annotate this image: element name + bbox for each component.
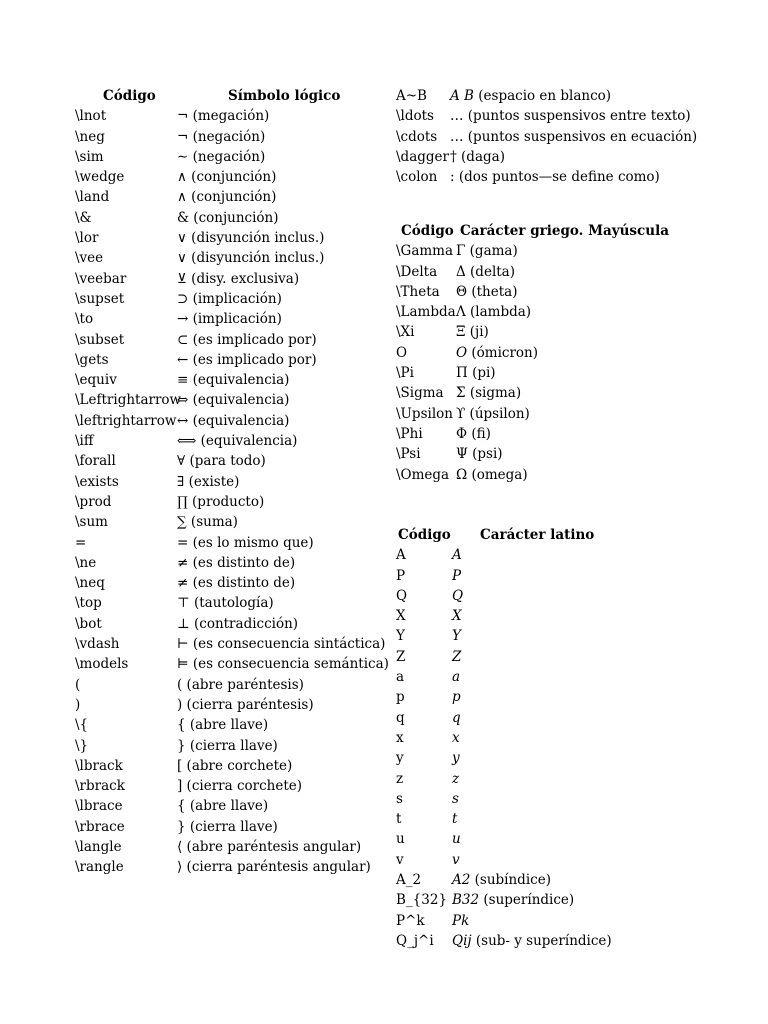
code-cell: \veebar: [75, 270, 127, 287]
greek-capitals-table: [396, 221, 696, 485]
symbol-cell: ≠ (es distinto de): [177, 575, 296, 592]
symbol-cell: [452, 545, 462, 565]
code-cell: \vdash: [75, 636, 120, 653]
symbol-cell: ⇔ (equivalencia): [177, 392, 290, 409]
table-row: [396, 302, 696, 322]
code-cell: \lbrace: [75, 798, 123, 815]
math-symbol: B32: [452, 892, 480, 909]
table-row: [75, 451, 375, 471]
code-cell: \lbrack: [75, 757, 123, 774]
math-symbol: Y: [452, 628, 461, 645]
code-cell: y: [396, 750, 404, 767]
table-body: [396, 241, 696, 485]
code-cell: \iff: [75, 433, 94, 450]
table-row: [75, 147, 375, 167]
symbol-cell: [456, 343, 538, 363]
symbol-cell: } (cierra llave): [177, 818, 278, 835]
symbol-cell: ∨ (disyunción inclus.): [177, 230, 325, 247]
symbol-cell: ) (cierra paréntesis): [177, 696, 314, 713]
code-cell: \ldots: [396, 108, 434, 125]
table-row: [396, 404, 696, 424]
symbol-cell: [452, 809, 457, 829]
symbol-cell: [452, 566, 461, 586]
code-cell: \}: [75, 737, 89, 754]
symbol-cell: ≠ (es distinto de): [177, 554, 296, 571]
table-row: [396, 424, 696, 444]
symbol-cell: Ξ (ji): [456, 324, 489, 341]
code-cell: \vee: [75, 250, 104, 267]
symbol-cell: ϒ (úpsilon): [456, 405, 530, 422]
code-cell: \top: [75, 595, 102, 612]
table-row: [396, 363, 696, 383]
symbol-cell: [452, 687, 461, 707]
math-symbol: :: [450, 169, 455, 186]
code-cell: \Theta: [396, 283, 440, 300]
code-column-header: Código: [398, 527, 451, 543]
symbol-cell: [452, 728, 460, 748]
symbol-cell: [452, 586, 463, 606]
code-cell: q: [396, 709, 405, 726]
code-cell: \prod: [75, 493, 112, 510]
symbol-cell: [452, 708, 461, 728]
code-column-header: Código: [103, 88, 156, 104]
table-row: [75, 370, 375, 390]
symbol-description: (dos puntos—se define como): [454, 169, 660, 186]
code-cell: t: [396, 811, 402, 828]
code-column-header: Código: [401, 223, 454, 239]
code-cell: \supset: [75, 290, 125, 307]
table-row: [396, 911, 696, 931]
table-row: [396, 687, 696, 707]
code-cell: \lor: [75, 230, 99, 247]
table-row: [396, 809, 696, 829]
table-row: [75, 837, 375, 857]
code-cell: \neq: [75, 575, 105, 592]
symbol-cell: ∀ (para todo): [177, 453, 266, 470]
symbol-cell: & (conjunción): [177, 209, 279, 226]
code-cell: \wedge: [75, 169, 125, 186]
symbol-cell: Ω (omega): [456, 466, 528, 483]
table-body: [75, 106, 389, 877]
greek-column-header: Carácter griego. Mayúscula: [460, 223, 669, 239]
symbol-cell: ∏ (producto): [177, 493, 265, 510]
table-row: [75, 695, 375, 715]
code-cell: \Psi: [396, 446, 421, 463]
code-cell: P^k: [396, 912, 425, 929]
table-row: [396, 586, 696, 606]
symbol-cell: [452, 647, 461, 667]
symbol-cell: [452, 890, 574, 910]
symbol-cell: ( (abre paréntesis): [177, 676, 304, 693]
code-cell: A_2: [396, 872, 422, 889]
code-cell: O: [396, 344, 408, 361]
symbol-cell: { (abre llave): [177, 717, 269, 734]
table-row: [75, 593, 375, 613]
symbol-description: (puntos suspensivos en ecuación): [463, 128, 698, 145]
table-row: [396, 343, 696, 363]
symbol-cell: [452, 870, 551, 890]
symbol-description: (ómicron): [467, 344, 538, 361]
symbol-cell: [450, 167, 660, 187]
table-row: [75, 817, 375, 837]
code-cell: \langle: [75, 838, 122, 855]
table-row: [396, 870, 696, 890]
code-cell: \Delta: [396, 263, 438, 280]
table-row: [396, 545, 696, 565]
code-cell: \leftrightarrow: [75, 412, 177, 429]
symbol-cell: [450, 127, 697, 147]
table-row: [75, 350, 375, 370]
table-row: [396, 465, 696, 485]
code-cell: A: [396, 547, 406, 564]
symbol-description: (subíndice): [470, 872, 551, 889]
symbol-cell: ≡ (equivalencia): [177, 372, 290, 389]
table-row: [396, 850, 696, 870]
symbol-cell: [450, 86, 611, 106]
symbol-cell: Σ (sigma): [456, 385, 522, 402]
symbol-cell: { (abre llave): [177, 798, 269, 815]
code-cell: \rbrace: [75, 818, 125, 835]
symbol-cell: Θ (theta): [456, 283, 518, 300]
table-row: [396, 322, 696, 342]
symbol-cell: ∑ (suma): [177, 514, 238, 531]
symbol-cell: ⊃ (implicación): [177, 290, 282, 307]
symbol-cell: ⊥ (contradicción): [177, 615, 299, 632]
math-symbol: A2: [452, 872, 471, 889]
code-cell: \Upsilon: [396, 405, 453, 422]
code-cell: \{: [75, 717, 89, 734]
code-cell: \land: [75, 189, 110, 206]
symbol-cell: Λ (lambda): [456, 304, 532, 321]
table-row: [75, 472, 375, 492]
table-row: [396, 890, 696, 910]
code-cell: \dagger: [396, 148, 449, 165]
symbol-cell: [452, 931, 612, 951]
code-cell: \Leftrightarrow: [75, 392, 182, 409]
code-cell: \sim: [75, 148, 104, 165]
table-row: [396, 626, 696, 646]
code-cell: \rbrack: [75, 778, 125, 795]
table-row: [396, 86, 696, 106]
code-cell: Q_j^i: [396, 932, 434, 949]
symbol-cell: ⟩ (cierra paréntesis angular): [177, 859, 371, 876]
table-header: [75, 86, 375, 106]
code-cell: \bot: [75, 615, 102, 632]
code-cell: \rangle: [75, 859, 124, 876]
code-cell: \Phi: [396, 425, 423, 442]
symbol-cell: ¬ (negación): [177, 128, 266, 145]
table-row: [75, 736, 375, 756]
table-row: [75, 127, 375, 147]
symbol-cell: [ (abre corchete): [177, 757, 293, 774]
table-row: [396, 383, 696, 403]
math-symbol: X: [452, 608, 462, 625]
math-symbol: Z: [452, 648, 462, 665]
code-cell: \models: [75, 656, 129, 673]
table-row: [75, 533, 375, 553]
code-cell: (: [75, 676, 81, 693]
math-symbol: s: [452, 790, 459, 807]
table-row: [396, 566, 696, 586]
symbol-cell: ∃ (existe): [177, 473, 240, 490]
symbol-cell: = (es lo mismo que): [177, 534, 314, 551]
math-symbol: O: [456, 344, 468, 361]
symbol-description: (puntos suspensivos entre texto): [463, 108, 691, 125]
symbol-cell: [450, 147, 505, 167]
table-row: [396, 444, 696, 464]
code-cell: \Omega: [396, 466, 450, 483]
table-row: [396, 106, 696, 126]
symbol-cell: ] (cierra corchete): [177, 778, 303, 795]
code-cell: X: [396, 608, 406, 625]
table-row: [75, 431, 375, 451]
code-cell: \cdots: [396, 128, 438, 145]
table-row: [396, 748, 696, 768]
table-row: [75, 269, 375, 289]
math-symbol: t: [452, 811, 458, 828]
symbol-description: (sub- y superíndice): [471, 932, 612, 949]
symbol-cell: [452, 748, 460, 768]
code-cell: Y: [396, 628, 405, 645]
symbol-cell: ⊨ (es consecuencia semántica): [177, 656, 389, 673]
math-symbol: †: [450, 148, 457, 165]
table-row: [75, 857, 375, 877]
table-row: [75, 634, 386, 654]
code-cell: z: [396, 770, 404, 787]
table-row: [75, 208, 375, 228]
table-row: [75, 248, 375, 268]
table-row: [75, 330, 375, 350]
math-symbol: Qij: [452, 932, 472, 949]
math-symbol: q: [452, 709, 461, 726]
symbol-cell: [452, 789, 459, 809]
code-cell: \colon: [396, 169, 438, 186]
table-row: [396, 606, 696, 626]
symbol-cell: [452, 911, 469, 931]
symbol-cell: → (implicación): [177, 311, 282, 328]
table-row: [75, 106, 375, 126]
table-body: [396, 86, 696, 187]
symbol-cell: ↔ (equivalencia): [177, 412, 290, 429]
code-cell: u: [396, 831, 405, 848]
code-cell: \gets: [75, 351, 109, 368]
symbol-cell: ⊢ (es consecuencia sintáctica): [177, 636, 386, 653]
math-symbol: P: [452, 567, 462, 584]
table-row: [396, 282, 696, 302]
table-row: [75, 756, 375, 776]
symbol-description: (superíndice): [479, 892, 575, 909]
symbol-cell: ∼ (negación): [177, 148, 266, 165]
code-cell: a: [396, 669, 405, 686]
table-row: [75, 573, 375, 593]
symbol-cell: Π (pi): [456, 365, 496, 382]
symbol-cell: ⊻ (disy. exclusiva): [177, 270, 300, 287]
code-cell: \equiv: [75, 372, 117, 389]
table-row: [396, 708, 696, 728]
symbol-cell: Φ (fi): [456, 425, 491, 442]
symbol-cell: ∧ (conjunción): [177, 169, 277, 186]
symbol-cell: Δ (delta): [456, 263, 515, 280]
table-row: [75, 715, 375, 735]
table-row: [396, 241, 696, 261]
symbol-cell: [452, 850, 460, 870]
math-symbol: y: [452, 750, 460, 767]
table-header: [396, 525, 696, 545]
misc-symbols-table: [396, 86, 696, 187]
symbol-cell: [452, 829, 461, 849]
symbol-cell: [452, 626, 461, 646]
symbol-cell: Γ (gama): [456, 243, 518, 260]
code-cell: Z: [396, 648, 406, 665]
table-row: [75, 390, 375, 410]
code-cell: \subset: [75, 331, 125, 348]
code-cell: B_{32}: [396, 892, 448, 909]
code-cell: x: [396, 729, 404, 746]
symbol-cell: Ψ (psi): [456, 446, 503, 463]
table-row: [75, 309, 375, 329]
table-row: [396, 931, 696, 951]
code-cell: \ne: [75, 554, 97, 571]
code-cell: \Pi: [396, 365, 414, 382]
symbol-cell: ← (es implicado por): [177, 351, 317, 368]
math-symbol: u: [452, 831, 461, 848]
code-cell: \to: [75, 311, 94, 328]
table-row: [396, 167, 696, 187]
symbol-cell: [452, 667, 460, 687]
table-row: [75, 411, 375, 431]
math-symbol: a: [452, 669, 461, 686]
table-row: [396, 829, 696, 849]
symbol-cell: ⊂ (es implicado por): [177, 331, 317, 348]
table-row: [75, 228, 375, 248]
table-row: [75, 289, 375, 309]
table-row: [75, 512, 375, 532]
symbol-cell: [450, 106, 691, 126]
table-row: [75, 776, 375, 796]
table-header: [396, 221, 696, 241]
table-row: [396, 647, 696, 667]
math-symbol: p: [452, 689, 461, 706]
code-cell: \sum: [75, 514, 108, 531]
symbol-description: (daga): [456, 148, 505, 165]
symbol-description: (espacio en blanco): [473, 88, 612, 104]
symbol-cell: ∧ (conjunción): [177, 189, 277, 206]
math-symbol: Pk: [452, 912, 470, 929]
table-row: [396, 147, 696, 167]
table-row: [396, 667, 696, 687]
table-row: [75, 675, 375, 695]
math-symbol: x: [452, 729, 460, 746]
math-symbol: A B: [450, 88, 474, 104]
symbol-cell: ∨ (disyunción inclus.): [177, 250, 325, 267]
code-cell: Q: [396, 587, 408, 604]
code-cell: \forall: [75, 453, 116, 470]
code-cell: s: [396, 790, 403, 807]
code-cell: \&: [75, 209, 92, 226]
table-row: [75, 796, 375, 816]
symbol-cell: ⟨ (abre paréntesis angular): [177, 838, 362, 855]
table-row: [396, 262, 696, 282]
code-cell: P: [396, 567, 406, 584]
symbol-cell: [452, 606, 462, 626]
logic-symbols-table: [75, 86, 389, 878]
code-cell: \Lambda: [396, 304, 456, 321]
code-cell: \lnot: [75, 108, 107, 125]
code-cell: \Xi: [396, 324, 415, 341]
code-cell: \Sigma: [396, 385, 444, 402]
latin-column-header: Carácter latino: [480, 527, 595, 543]
code-cell: \neg: [75, 128, 105, 145]
latin-characters-table: [396, 525, 696, 951]
math-symbol: …: [450, 128, 464, 145]
code-cell: p: [396, 689, 405, 706]
math-symbol: Q: [452, 587, 464, 604]
math-symbol: v: [452, 851, 460, 868]
code-cell: v: [396, 851, 404, 868]
symbol-cell: ⟺ (equivalencia): [177, 433, 298, 450]
math-symbol: A: [452, 547, 462, 564]
symbol-cell: [452, 769, 459, 789]
symbol-column-header: Símbolo lógico: [228, 88, 341, 104]
table-row: [396, 769, 696, 789]
table-row: [396, 789, 696, 809]
symbol-cell: ⊤ (tautología): [177, 595, 274, 612]
code-cell: \Gamma: [396, 243, 454, 260]
table-row: [396, 127, 696, 147]
table-row: [75, 553, 375, 573]
table-row: [75, 492, 375, 512]
table-row: [75, 654, 389, 674]
code-cell: \exists: [75, 473, 119, 490]
math-symbol: z: [452, 770, 460, 787]
code-cell: A~B: [396, 88, 427, 104]
code-cell: ): [75, 696, 81, 713]
code-cell: =: [75, 534, 87, 551]
table-body: [396, 545, 696, 951]
symbol-cell: } (cierra llave): [177, 737, 278, 754]
table-row: [75, 167, 375, 187]
table-row: [396, 728, 696, 748]
symbol-cell: ¬ (megación): [177, 108, 270, 125]
math-symbol: …: [450, 108, 464, 125]
table-row: [75, 187, 375, 207]
table-row: [75, 614, 375, 634]
